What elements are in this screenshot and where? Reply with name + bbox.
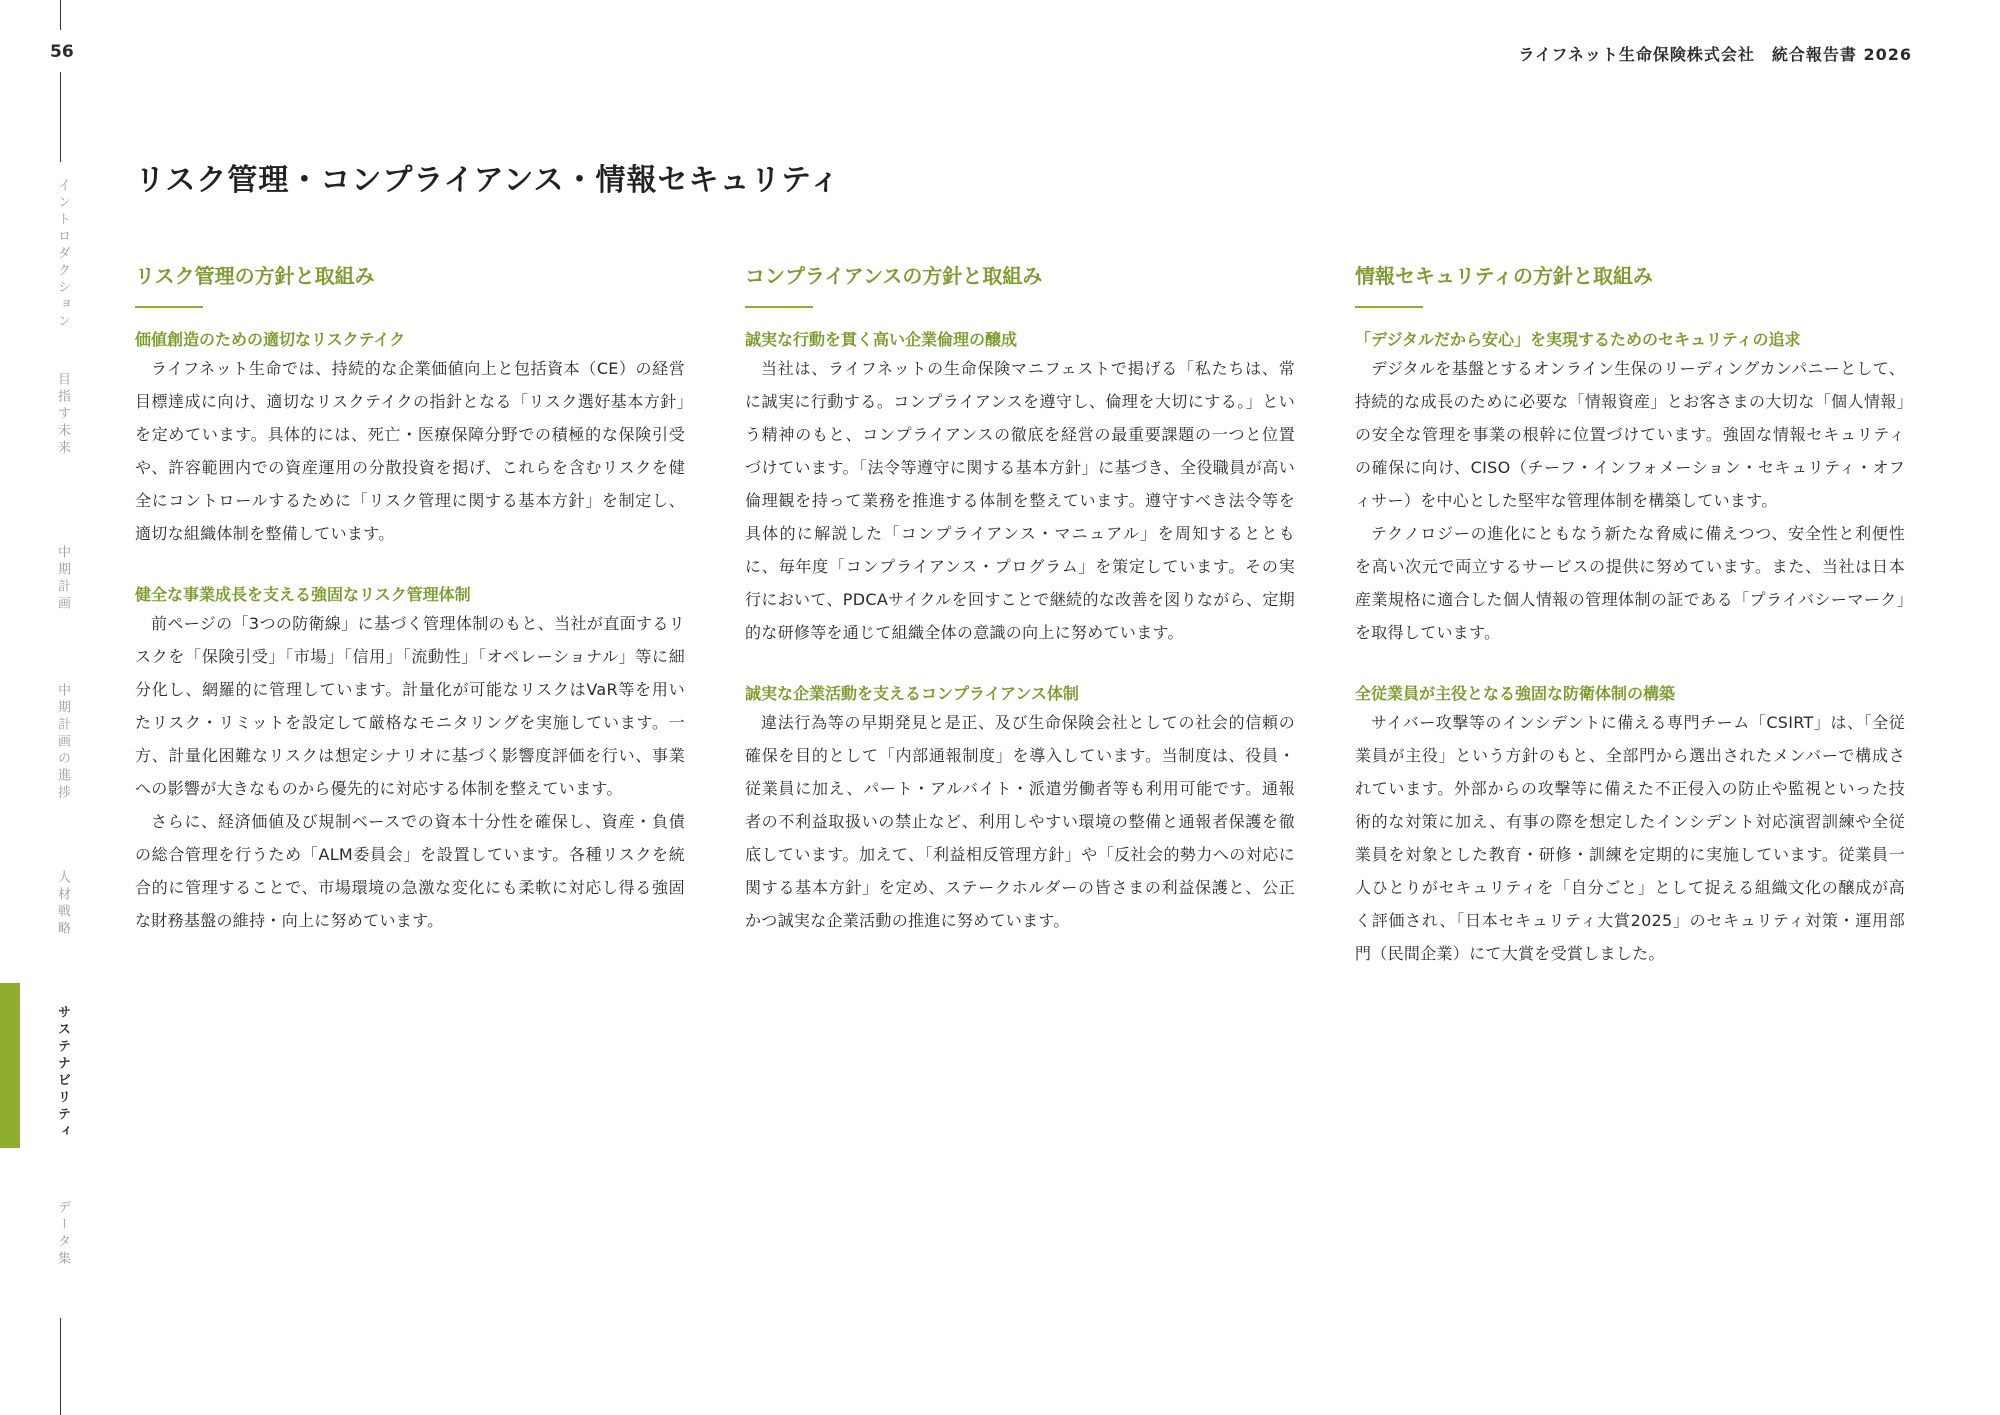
section-heading: 誠実な企業活動を支えるコンプライアンス体制 (745, 684, 1079, 703)
rail-divider-bottom (60, 1318, 61, 1415)
section-heading: 価値創造のための適切なリスクテイク (135, 330, 406, 349)
side-nav (0, 0, 120, 1415)
heading-underline (135, 306, 203, 308)
paragraph: 前ページの「3つの防衛線」に基づく管理体制のもと、当社が直面するリスクを「保険引受」「市場」「信用」「流動性」「オペレーショナル」等に細分化し、網羅的に管理しています。計量化が可能なリスクはVaR等を用いたリスク・リミットを設定して厳格なモニタリングを実施しています。一方、計量化困難なリスクは想定シナリオに基づく影響度評価を行い、事業への影響が大きなものから優先的に対応する体制を整えています。 (135, 614, 685, 798)
paragraph: ライフネット生命では、持続的な企業価値向上と包括資本（CE）の経営目標達成に向け、適切なリスクテイクの指針となる「リスク選好基本方針」を定めています。具体的には、死亡・医療保障分野での積極的な保険引受や、許容範囲内での資産運用の分散投資を掲げ、これらを含むリスクを健全にコントロールするために「リスク管理に関する基本方針」を制定し、適切な組織体制を整備しています。 (135, 359, 685, 543)
paragraph: さらに、経済価値及び規制ベースでの資本十分性を確保し、資産・負債の総合管理を行うため「ALM委員会」を設置しています。各種リスクを統合的に管理することで、市場環境の急激な変化にも柔軟に対応し得る強固な財務基盤の維持・向上に努めています。 (135, 812, 685, 930)
paragraph: 当社は、ライフネットの生命保険マニフェストで掲げる「私たちは、常に誠実に行動する。コンプライアンスを遵守し、倫理を大切にする。」という精神のもと、コンプライアンスの徹底を経営の最重要課題の一つと位置づけています。「法令等遵守に関する基本方針」に基づき、全役職員が高い倫理観を持って業務を推進する体制を整えています。遵守すべき法令等を具体的に解説した「コンプライアンス・マニュアル」を周知するとともに、毎年度「コンプライアンス・プログラム」を策定しています。その実行において、PDCAサイクルを回すことで継続的な改善を図りながら、定期的な研修等を通じて組織全体の意識の向上に努めています。 (745, 359, 1295, 642)
nav-item-midterm-plan[interactable]: 中期計画 (55, 545, 70, 613)
column-heading: コンプライアンスの方針と取組み (745, 264, 1043, 288)
heading-underline (745, 306, 813, 308)
rail-divider-mid (60, 72, 61, 162)
nav-item-hr-strategy[interactable]: 人材戦略 (55, 870, 70, 938)
paragraph: サイバー攻撃等のインシデントに備える専門チーム「CSIRT」は、「全従業員が主役」という方針のもと、全部門から選出されたメンバーで構成されています。外部からの攻撃等に備えた不正侵入の防止や監視といった技術的な対策に加え、有事の際を想定したインシデント対応演習訓練や全従業員を対象とした教育・研修・訓練を定期的に実施しています。従業員一人ひとりがセキュリティを「自分ごと」として捉える組織文化の醸成が高く評価され、「日本セキュリティ大賞2025」のセキュリティ対策・運用部門（民間企業）にて大賞を受賞しました。 (1355, 713, 1905, 963)
nav-item-midterm-progress[interactable]: 中期計画の進捗 (55, 683, 70, 802)
column-heading: リスク管理の方針と取組み (135, 264, 375, 288)
paragraph: テクノロジーの進化にともなう新たな脅威に備えつつ、安全性と利便性を高い次元で両立するサービスの提供に努めています。また、当社は日本産業規格に適合した個人情報の管理体制の証である「プライバシーマーク」を取得しています。 (1355, 524, 1905, 642)
section-heading: 健全な事業成長を支える強固なリスク管理体制 (135, 585, 471, 604)
rail-divider-top (60, 0, 61, 30)
risk-management-column (135, 262, 685, 937)
nav-item-data[interactable]: データ集 (55, 1200, 70, 1268)
paragraph: 違法行為等の早期発見と是正、及び生命保険会社としての社会的信頼の確保を目的として「内部通報制度」を導入しています。当制度は、役員・従業員に加え、パート・アルバイト・派遣労働者等も利用可能です。通報者の不利益取扱いの禁止など、利用しやすい環境の整備と通報者保護を徹底しています。加えて、「利益相反管理方針」や「反社会的勢力への対応に関する基本方針」を定め、ステークホルダーの皆さまの利益保護と、公正かつ誠実な企業活動の推進に努めています。 (745, 713, 1295, 930)
nav-item-introduction[interactable]: イントロダクション (55, 178, 70, 331)
compliance-column (745, 262, 1295, 937)
column-heading: 情報セキュリティの方針と取組み (1355, 264, 1653, 288)
heading-underline (1355, 306, 1423, 308)
report-title: ライフネット生命保険株式会社 統合報告書 2026 (1518, 45, 1912, 64)
page-title: リスク管理・コンプライアンス・情報セキュリティ (135, 163, 841, 198)
nav-item-future-vision[interactable]: 目指す未来 (55, 372, 70, 457)
section-heading: 「デジタルだから安心」を実現するためのセキュリティの追求 (1355, 330, 1801, 349)
information-security-column (1355, 262, 1905, 970)
page-number: 56 (50, 42, 74, 62)
section-heading: 誠実な行動を貫く高い企業倫理の醸成 (745, 330, 1018, 349)
section-heading: 全従業員が主役となる強固な防衛体制の構築 (1355, 684, 1676, 703)
nav-item-sustainability[interactable]: サステナビリティ (55, 1005, 70, 1141)
active-section-indicator (0, 983, 20, 1148)
paragraph: デジタルを基盤とするオンライン生保のリーディングカンパニーとして、持続的な成長のために必要な「情報資産」とお客さまの大切な「個人情報」の安全な管理を事業の根幹に位置づけています。強固な情報セキュリティの確保に向け、CISO（チーフ・インフォメーション・セキュリティ・オフィサー）を中心とした堅牢な管理体制を構築しています。 (1355, 359, 1905, 510)
